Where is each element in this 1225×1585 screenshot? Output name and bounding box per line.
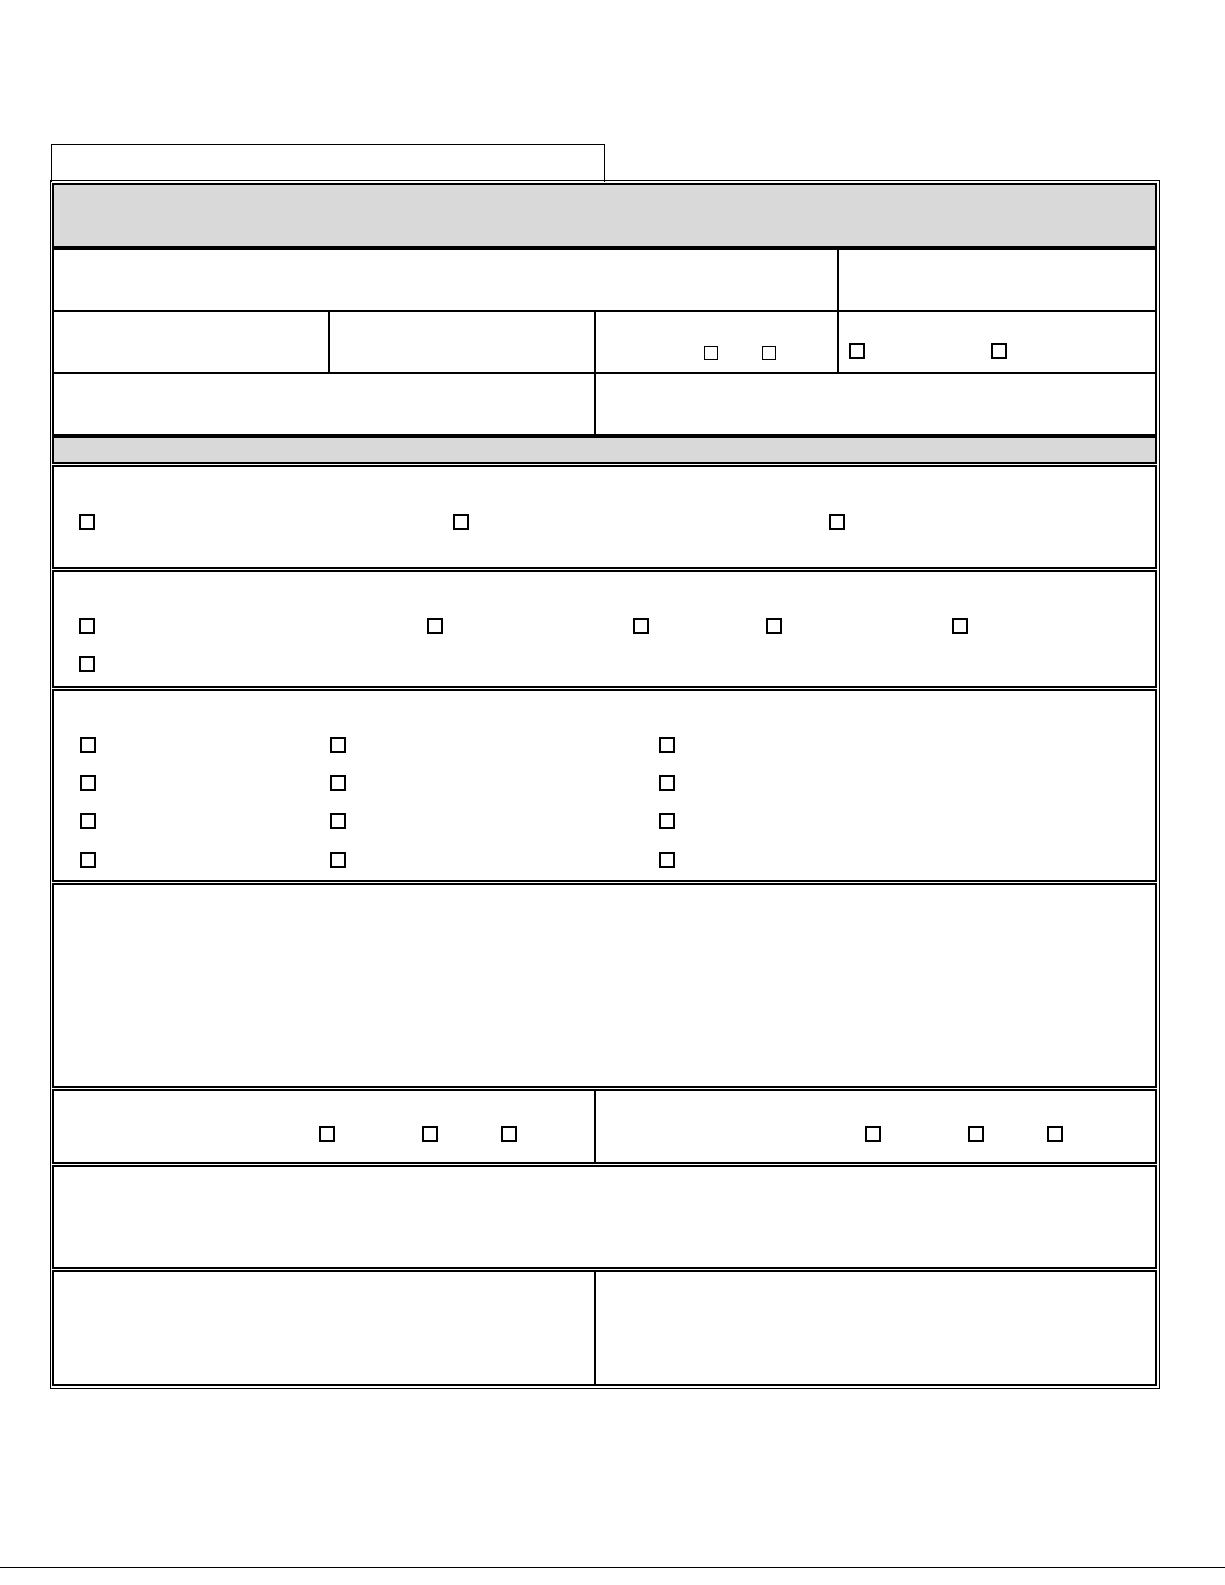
section-e-left-option-1-checkbox[interactable] <box>319 1126 335 1142</box>
section-e-right-option-3-checkbox[interactable] <box>1047 1126 1063 1142</box>
section-b-option-3-checkbox[interactable] <box>633 618 649 634</box>
section-b-option-2-checkbox[interactable] <box>427 618 443 634</box>
date-field[interactable] <box>841 252 1153 308</box>
section-c <box>52 689 1157 882</box>
section-c-col2-item-3-checkbox[interactable] <box>330 813 346 829</box>
section-e-left-option-3-checkbox[interactable] <box>501 1126 517 1142</box>
section-c-col2-item-4-checkbox[interactable] <box>330 852 346 868</box>
section-b-option-6-checkbox[interactable] <box>79 656 95 672</box>
section-c-col2-item-1-checkbox[interactable] <box>330 737 346 753</box>
section-b-option-4-checkbox[interactable] <box>766 618 782 634</box>
section-b-option-1-checkbox[interactable] <box>79 618 95 634</box>
section-header-band <box>52 436 1157 464</box>
header-col-divider-a <box>837 249 839 373</box>
header-field-row2-col2[interactable] <box>332 314 592 370</box>
section-c-col1-item-1-checkbox[interactable] <box>80 737 96 753</box>
signature-left-field[interactable] <box>56 1274 592 1382</box>
header-field-row3-left[interactable] <box>56 376 592 432</box>
header-option-b-checkbox[interactable] <box>991 343 1007 359</box>
section-c-col3-item-3-checkbox[interactable] <box>659 813 675 829</box>
section-c-col1-item-4-checkbox[interactable] <box>80 852 96 868</box>
section-c-col3-item-1-checkbox[interactable] <box>659 737 675 753</box>
header-field-row2-col1[interactable] <box>56 314 326 370</box>
section-a-option-2-checkbox[interactable] <box>453 514 469 530</box>
section-c-col2-item-2-checkbox[interactable] <box>330 775 346 791</box>
section-e <box>52 1089 1157 1164</box>
section-c-col3-item-4-checkbox[interactable] <box>659 852 675 868</box>
section-c-col3-item-2-checkbox[interactable] <box>659 775 675 791</box>
header-no-checkbox[interactable] <box>762 346 776 360</box>
section-e-divider <box>594 1090 596 1163</box>
section-a <box>52 465 1157 569</box>
section-c-col1-item-3-checkbox[interactable] <box>80 813 96 829</box>
signature-divider <box>594 1271 596 1385</box>
header-yes-checkbox[interactable] <box>704 346 718 360</box>
section-a-option-1-checkbox[interactable] <box>79 514 95 530</box>
section-a-option-3-checkbox[interactable] <box>829 514 845 530</box>
signature-right-field[interactable] <box>598 1274 1153 1382</box>
name-field[interactable] <box>56 252 834 308</box>
header-option-a-checkbox[interactable] <box>849 343 865 359</box>
header-col-divider-c <box>594 311 596 435</box>
section-e-left-option-2-checkbox[interactable] <box>422 1126 438 1142</box>
section-e-right-option-2-checkbox[interactable] <box>968 1126 984 1142</box>
section-b-option-5-checkbox[interactable] <box>952 618 968 634</box>
header-row-divider-2 <box>52 372 1157 374</box>
page-bottom-rule <box>0 1567 1225 1568</box>
header-row-divider-1 <box>52 310 1157 312</box>
comments-field[interactable] <box>52 1165 1157 1269</box>
header-field-row3-right[interactable] <box>598 376 1153 432</box>
header-col-divider-b <box>328 311 330 373</box>
section-e-right-option-1-checkbox[interactable] <box>865 1126 881 1142</box>
section-b <box>52 570 1157 688</box>
description-textarea[interactable] <box>52 883 1157 1088</box>
form-title-band <box>52 183 1157 248</box>
section-c-col1-item-2-checkbox[interactable] <box>80 775 96 791</box>
form-tab <box>51 144 605 182</box>
